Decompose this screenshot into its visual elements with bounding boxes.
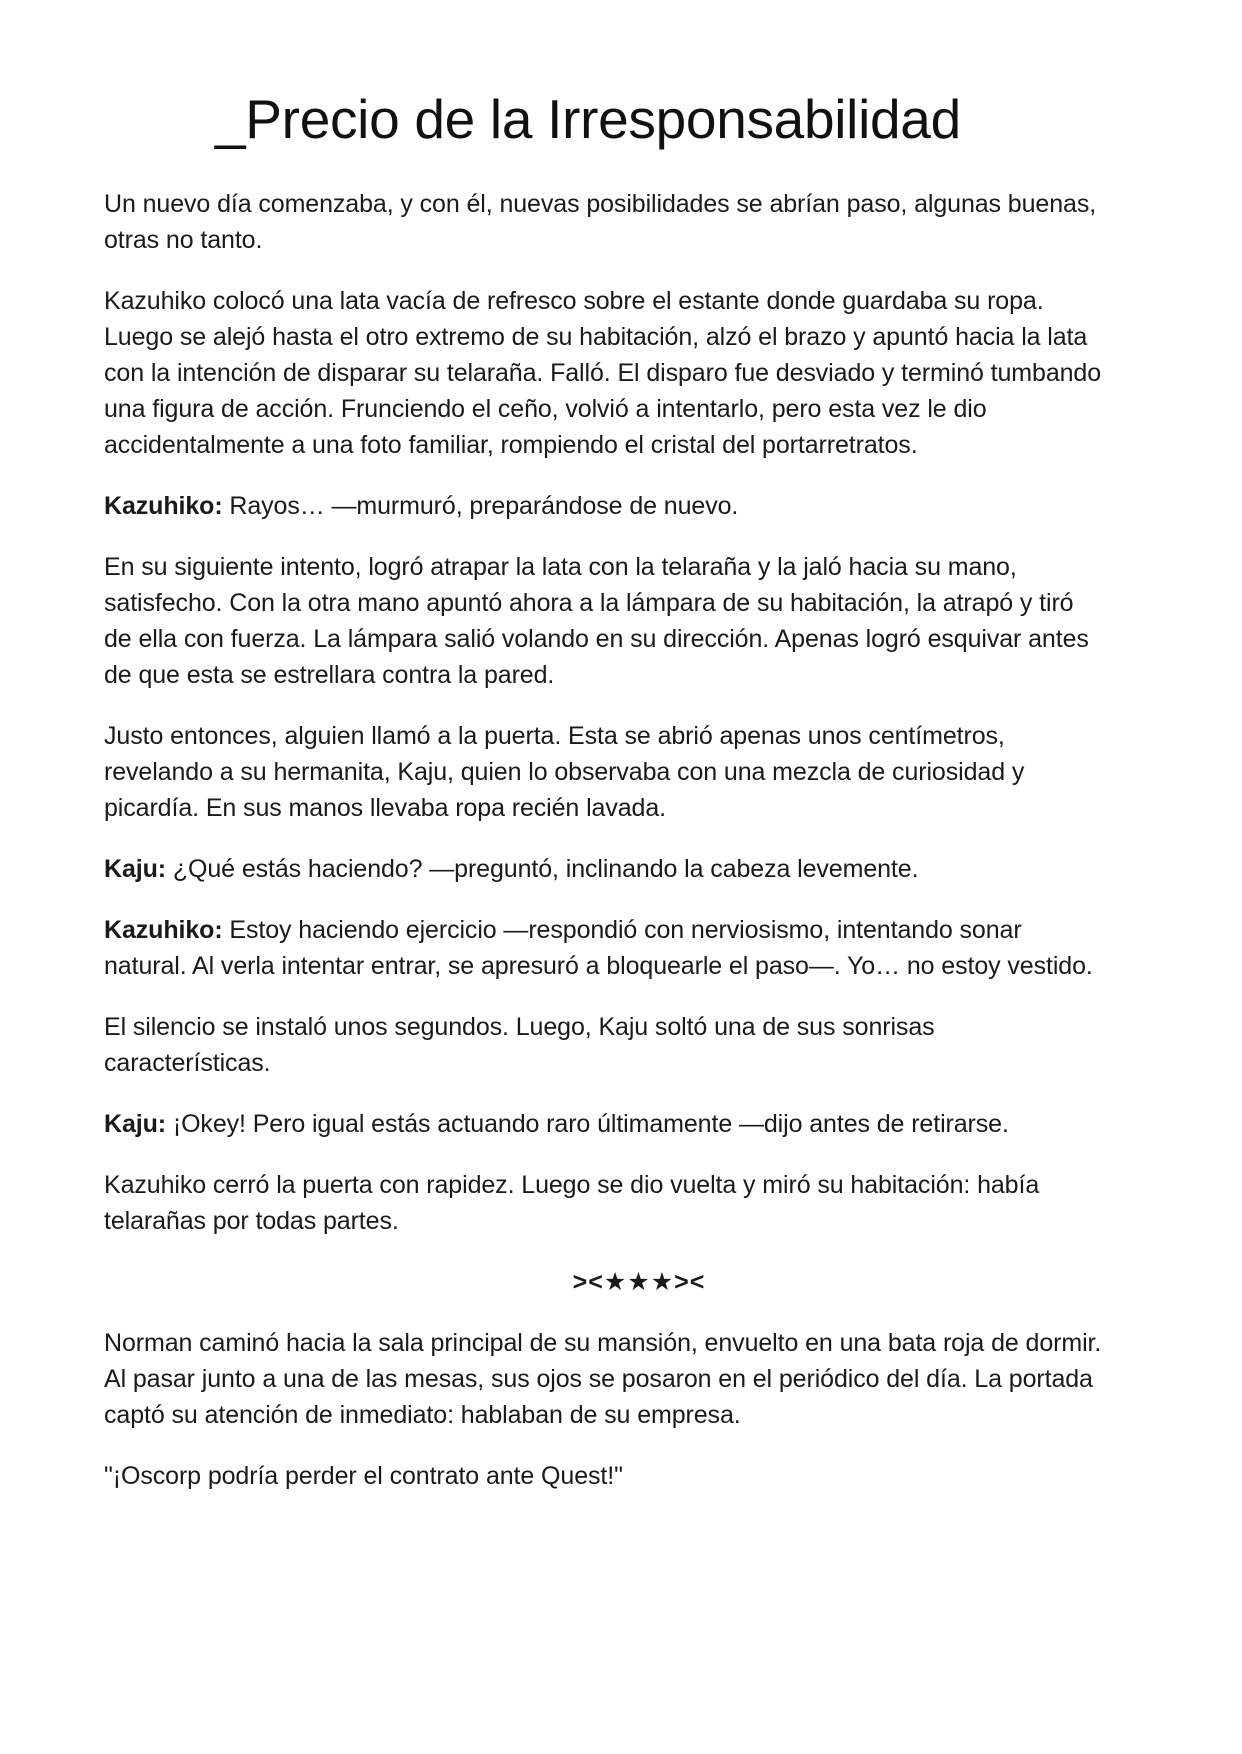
- paragraph-text: Kazuhiko cerró la puerta con rapidez. Luego se dio vuelta y miró su habitación: había telarañas por todas partes.: [104, 1171, 1040, 1235]
- paragraph: [104, 718, 1104, 826]
- dialogue-line: [104, 1106, 1104, 1142]
- paragraph-text: Kazuhiko colocó una lata vacía de refresco sobre el estante donde guardaba su ropa. Luego se alejó hasta el otro extremo de su habitación, alzó el brazo y apuntó hacia la lata con la intención de disparar su telaraña. Falló. El disparo fue desviado y terminó tumbando una figura de acción. Frunciendo el ceño, volvió a intentarlo, pero esta vez le dio accidentalmente a una foto familiar, rompiendo el cristal del portarretratos.: [104, 287, 1102, 459]
- dialogue-text: Estoy haciendo ejercicio —respondió con nerviosismo, intentando sonar natural. Al verla intentar entrar, se apresuró a bloquearle el paso—. Yo… no estoy vestido.: [104, 916, 1093, 980]
- scene-separator: [104, 1264, 1104, 1300]
- speaker-name: Kazuhiko:: [104, 916, 223, 944]
- paragraph: [104, 1167, 1104, 1239]
- speaker-name: Kaju:: [104, 1110, 167, 1138]
- dialogue-line: [104, 488, 1104, 524]
- paragraph-text: Norman caminó hacia la sala principal de su mansión, envuelto en una bata roja de dormir. Al pasar junto a una de las mesas, sus ojos se posaron en el periódico del día. La portada captó su atención de inmediato: hablaban de su empresa.: [104, 1329, 1102, 1429]
- dialogue-text: ¡Okey! Pero igual estás actuando raro últimamente —dijo antes de retirarse.: [166, 1110, 1009, 1138]
- paragraph: [104, 186, 1104, 258]
- page-title: _Precio de la Irresponsabilidad: [215, 88, 961, 150]
- paragraph-text: Justo entonces, alguien llamó a la puerta. Esta se abrió apenas unos centímetros, revelando a su hermanita, Kaju, quien lo observaba con una mezcla de curiosidad y picardía. En sus manos llevaba ropa recién lavada.: [104, 722, 1025, 822]
- paragraph-text: "¡Oscorp podría perder el contrato ante Quest!": [104, 1462, 623, 1490]
- separator-text: ><★★★><: [572, 1268, 706, 1296]
- paragraph: [104, 1325, 1104, 1433]
- dialogue-text: Rayos… —murmuró, preparándose de nuevo.: [222, 492, 739, 520]
- paragraph-text: El silencio se instaló unos segundos. Luego, Kaju soltó una de sus sonrisas características.: [104, 1013, 935, 1077]
- dialogue-text: ¿Qué estás haciendo? —preguntó, inclinando la cabeza levemente.: [166, 855, 919, 883]
- paragraph: [104, 1458, 1104, 1494]
- paragraph: [104, 549, 1104, 693]
- dialogue-line: [104, 912, 1104, 984]
- speaker-name: Kaju:: [104, 855, 167, 883]
- paragraph-text: Un nuevo día comenzaba, y con él, nuevas posibilidades se abrían paso, algunas buenas, otras no tanto.: [104, 190, 1097, 254]
- dialogue-line: [104, 851, 1104, 887]
- paragraph: [104, 283, 1104, 463]
- speaker-name: Kazuhiko:: [104, 492, 223, 520]
- paragraph: [104, 1009, 1104, 1081]
- paragraph-text: En su siguiente intento, logró atrapar la lata con la telaraña y la jaló hacia su mano, satisfecho. Con la otra mano apuntó ahora a la lámpara de su habitación, la atrapó y tiró de ella con fuerza. La lámpara salió volando en su dirección. Apenas logró esquivar antes de que esta se estrellara contra la pared.: [104, 553, 1089, 689]
- document-body: [104, 186, 1104, 1519]
